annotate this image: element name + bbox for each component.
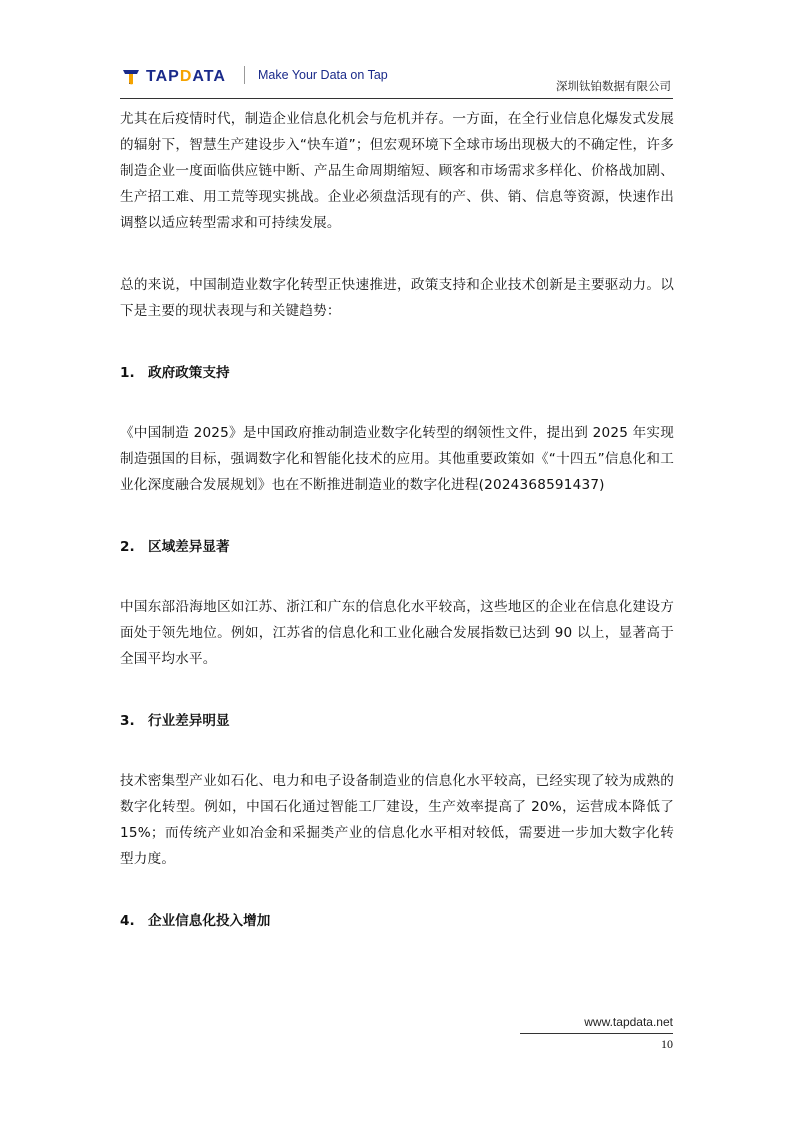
company-name: 深圳钛铂数据有限公司 [556, 79, 671, 93]
paragraph-summary: 总的来说，中国制造业数字化转型正快速推进，政策支持和企业技术创新是主要驱动力。以下是主要的现状表现与和关键趋势： [120, 277, 674, 319]
section-heading-2: 2. 区域差异显著 [120, 539, 230, 555]
section-text-1: 《中国制造 2025》是中国政府推动制造业数字化转型的纲领性文件，提出到 2025 年实现制造强国的目标，强调数字化和智能化技术的应用。其他重要政策如《“十四五”信息化和工业化深度融合发展规划》也在不断推进制造业的数字化进程(2024368591437) [120, 425, 674, 493]
footer-url[interactable]: www.tapdata.net [584, 1015, 673, 1029]
page-header [120, 60, 673, 99]
tapdata-logo [120, 66, 226, 88]
footer-divider [520, 1033, 673, 1034]
paragraph-intro: 尤其在后疫情时代，制造企业信息化机会与危机并存。一方面，在全行业信息化爆发式发展的辐射下，智慧生产建设步入“快车道”；但宏观环境下全球市场出现极大的不确定性，许多制造企业一度面临供应链中断、产品生命周期缩短、顾客和市场需求多样化、价格战加剧、生产招工难、用工荒等现实挑战。企业必须盘活现有的产、供、销、信息等资源，快速作出调整以适应转型需求和可持续发展。 [120, 111, 674, 231]
section-heading-3: 3. 行业差异明显 [120, 713, 230, 729]
section-heading-1: 1. 政府政策支持 [120, 365, 230, 381]
page-number: 10 [661, 1037, 673, 1051]
section-heading-4: 4. 企业信息化投入增加 [120, 913, 271, 929]
document-body [120, 106, 674, 934]
logo-wordmark: TAPDATA [146, 68, 226, 85]
header-tagline: Make Your Data on Tap [258, 68, 388, 82]
tapdata-logo-icon [120, 66, 142, 88]
section-text-3: 技术密集型产业如石化、电力和电子设备制造业的信息化水平较高，已经实现了较为成熟的数字化转型。例如，中国石化通过智能工厂建设，生产效率提高了 20%，运营成本降低了 15%；而传统产业如冶金和采掘类产业的信息化水平相对较低，需要进一步加大数字化转型力度。 [120, 773, 674, 867]
section-text-2: 中国东部沿海地区如江苏、浙江和广东的信息化水平较高，这些地区的企业在信息化建设方面处于领先地位。例如，江苏省的信息化和工业化融合发展指数已达到 90 以上，显著高于全国平均水平。 [120, 599, 674, 667]
header-divider [244, 66, 245, 84]
